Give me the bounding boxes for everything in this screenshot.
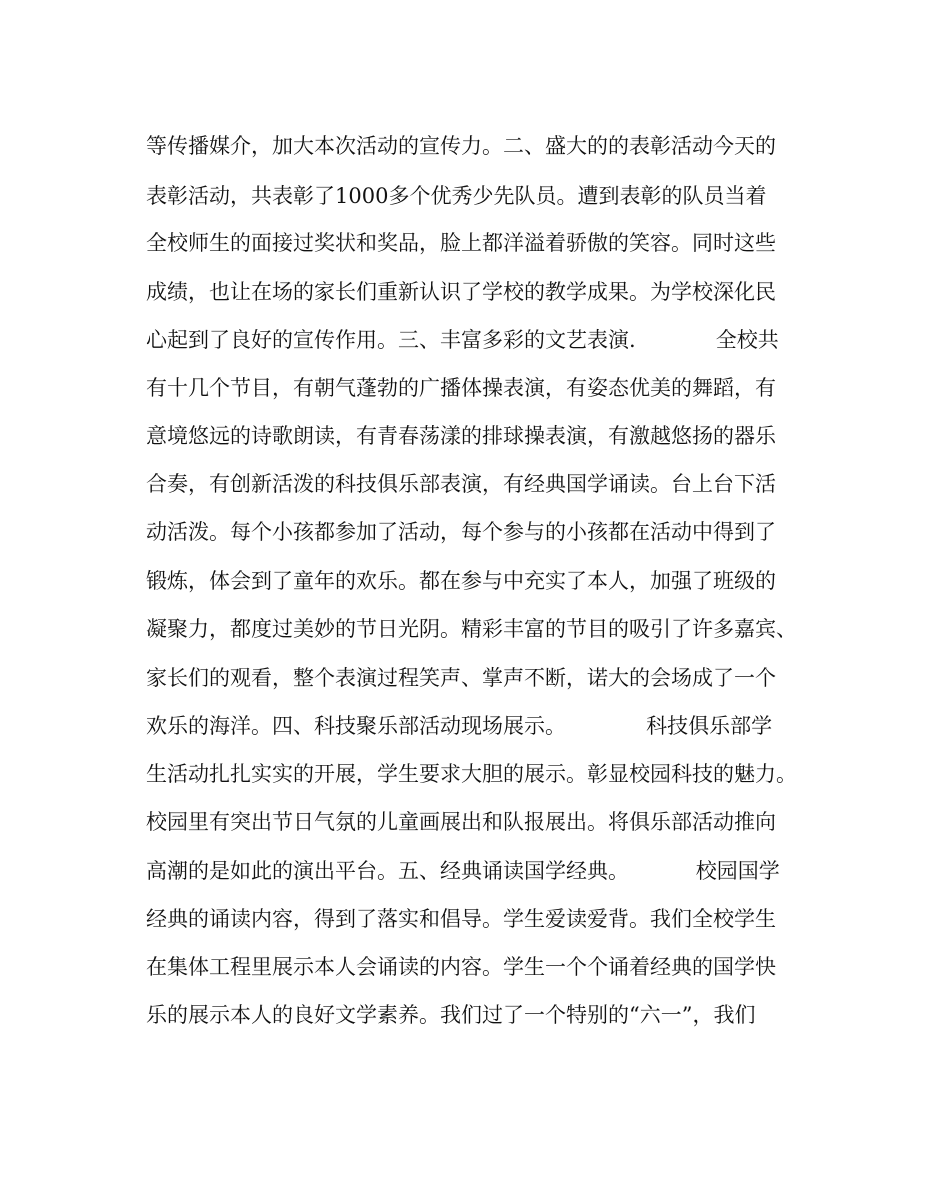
- body-text-line: 在集体工程里展示本人会诵读的内容。学生一个个诵着经典的国学快: [146, 955, 776, 979]
- body-text-line: 等传播媒介，加大本次活动的宣传力。二、盛大的的表彰活动今天的: [146, 134, 776, 158]
- body-text-line: 经典的诵读内容，得到了落实和倡导。学生爱读爱背。我们全校学生: [146, 907, 776, 931]
- body-text-line: 有十几个节目，有朝气蓬勃的广播体操表演，有姿态优美的舞蹈，有: [146, 376, 776, 400]
- body-text-line: 心起到了良好的宣传作用。三、丰富多彩的文艺表演. 全校共: [146, 328, 779, 352]
- body-text-line: 校园里有突出节日气氛的儿童画展出和队报展出。将俱乐部活动推向: [146, 810, 776, 834]
- body-text-line: 乐的展示本人的良好文学素养。我们过了一个特别的“六一”，我们: [146, 1003, 756, 1027]
- body-text-line: 欢乐的海洋。四、科技聚乐部活动现场展示。 科技俱乐部学: [146, 714, 773, 738]
- body-text-line: 全校师生的面接过奖状和奖品，脸上都洋溢着骄傲的笑容。同时这些: [146, 231, 776, 255]
- body-text-line: 意境悠远的诗歌朗读，有青春荡漾的排球操表演，有激越悠扬的器乐: [146, 424, 776, 448]
- body-text-line: 凝聚力，都度过美妙的节日光阴。精彩丰富的节目的吸引了许多嘉宾、: [146, 617, 797, 641]
- body-text-line: 生活动扎扎实实的开展，学生要求大胆的展示。彰显校园科技的魅力。: [146, 762, 797, 786]
- body-text-line: 动活泼。每个小孩都参加了活动，每个参与的小孩都在活动中得到了: [146, 520, 776, 544]
- body-text-line: 家长们的观看，整个表演过程笑声、掌声不断，诺大的会场成了一个: [146, 666, 776, 690]
- body-text-line: 高潮的是如此的演出平台。五、经典诵读国学经典。 校园国学: [146, 859, 780, 883]
- body-text-line: 合奏，有创新活泼的科技俱乐部表演，有经典国学诵读。台上台下活: [146, 472, 776, 496]
- body-text-line: 表彰活动，共表彰了1000多个优秀少先队员。遭到表彰的队员当着: [146, 184, 767, 208]
- body-text-line: 成绩，也让在场的家长们重新认识了学校的教学成果。为学校深化民: [146, 280, 776, 304]
- body-text-line: 锻炼，体会到了童年的欢乐。都在参与中充实了本人，加强了班级的: [146, 569, 776, 593]
